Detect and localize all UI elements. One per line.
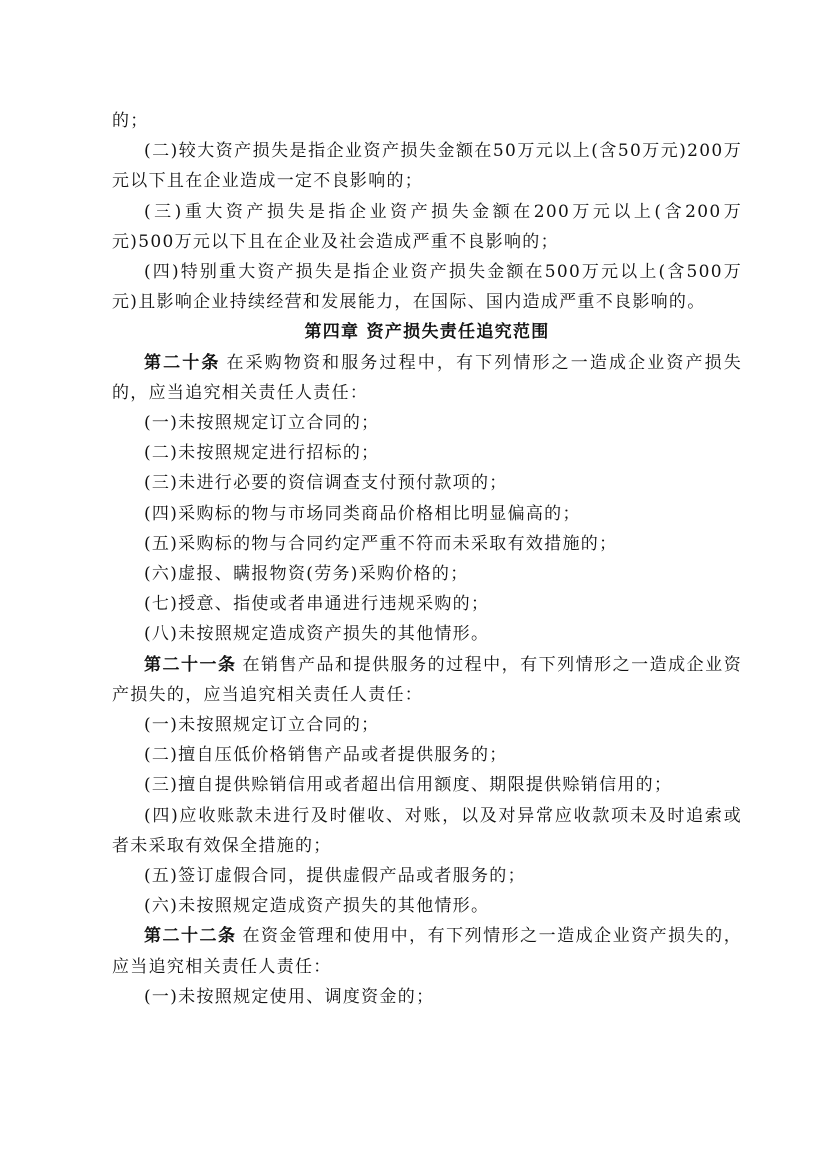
severity-item: (四)特别重大资产损失是指企业资产损失金额在500万元以上(含500万元)且影响企业持续经营和发展能力，在国际、国内造成严重不良影响的。 [112, 262, 742, 313]
article-paragraph [112, 921, 742, 981]
article-item: (五)签订虚假合同，提供虚假产品或者服务的； [144, 866, 526, 887]
article-item: (八)未按照规定造成资产损失的其他情形。 [144, 624, 490, 645]
article-label: 第二十二条 [144, 926, 237, 947]
article-item: (一)未按照规定使用、调度资金的； [144, 986, 435, 1007]
article-text: 在销售产品和提供服务的过程中，有下列情形之一造成企业资产损失的，应当追究相关责任人责任： [112, 654, 742, 705]
continued-text: 的； [112, 111, 149, 131]
article-item: (二)擅自压低价格销售产品或者提供服务的； [144, 745, 508, 766]
article-item: (一)未按照规定订立合同的； [144, 413, 380, 434]
chapter-title: 第四章 资产损失责任追究范围 [304, 322, 550, 343]
article-label: 第二十一条 [144, 654, 237, 675]
article-item: (一)未按照规定订立合同的； [144, 715, 380, 736]
article-text: 在采购物资和服务过程中，有下列情形之一造成企业资产损失的，应当追究相关责任人责任： [112, 352, 742, 403]
article-item: (七)授意、指使或者串通进行违规采购的； [144, 594, 490, 615]
severity-item: (二)较大资产损失是指企业资产损失金额在50万元以上(含50万元)200万元以下且在企业造成一定不良影响的； [112, 141, 742, 192]
article-item: (三)擅自提供赊销信用或者超出信用额度、期限提供赊销信用的； [144, 775, 673, 796]
article-paragraph [112, 348, 742, 408]
article-item: (六)未按照规定造成资产损失的其他情形。 [144, 896, 490, 917]
article-label: 第二十条 [144, 352, 221, 373]
article-item: (四)采购标的物与市场同类商品价格相比明显偏高的； [144, 503, 581, 524]
document-body [112, 106, 742, 1012]
article-item: (四)应收账款未进行及时催收、对账，以及对异常应收款项未及时追索或者未采取有效保全措施的； [112, 805, 742, 856]
article-item: (五)采购标的物与合同约定严重不符而未采取有效措施的； [144, 533, 618, 554]
article-item: (三)未进行必要的资信调查支付预付款项的； [144, 473, 508, 494]
article-paragraph [112, 650, 742, 710]
article-item: (六)虚报、瞒报物资(劳务)采购价格的； [144, 564, 469, 585]
severity-item: (三)重大资产损失是指企业资产损失金额在200万元以上(含200万元)500万元以下且在企业及社会造成严重不良影响的； [112, 201, 742, 252]
article-item: (二)未按照规定进行招标的； [144, 443, 380, 464]
article-text: 在资金管理和使用中，有下列情形之一造成企业资产损失的，应当追究相关责任人责任： [112, 926, 742, 977]
